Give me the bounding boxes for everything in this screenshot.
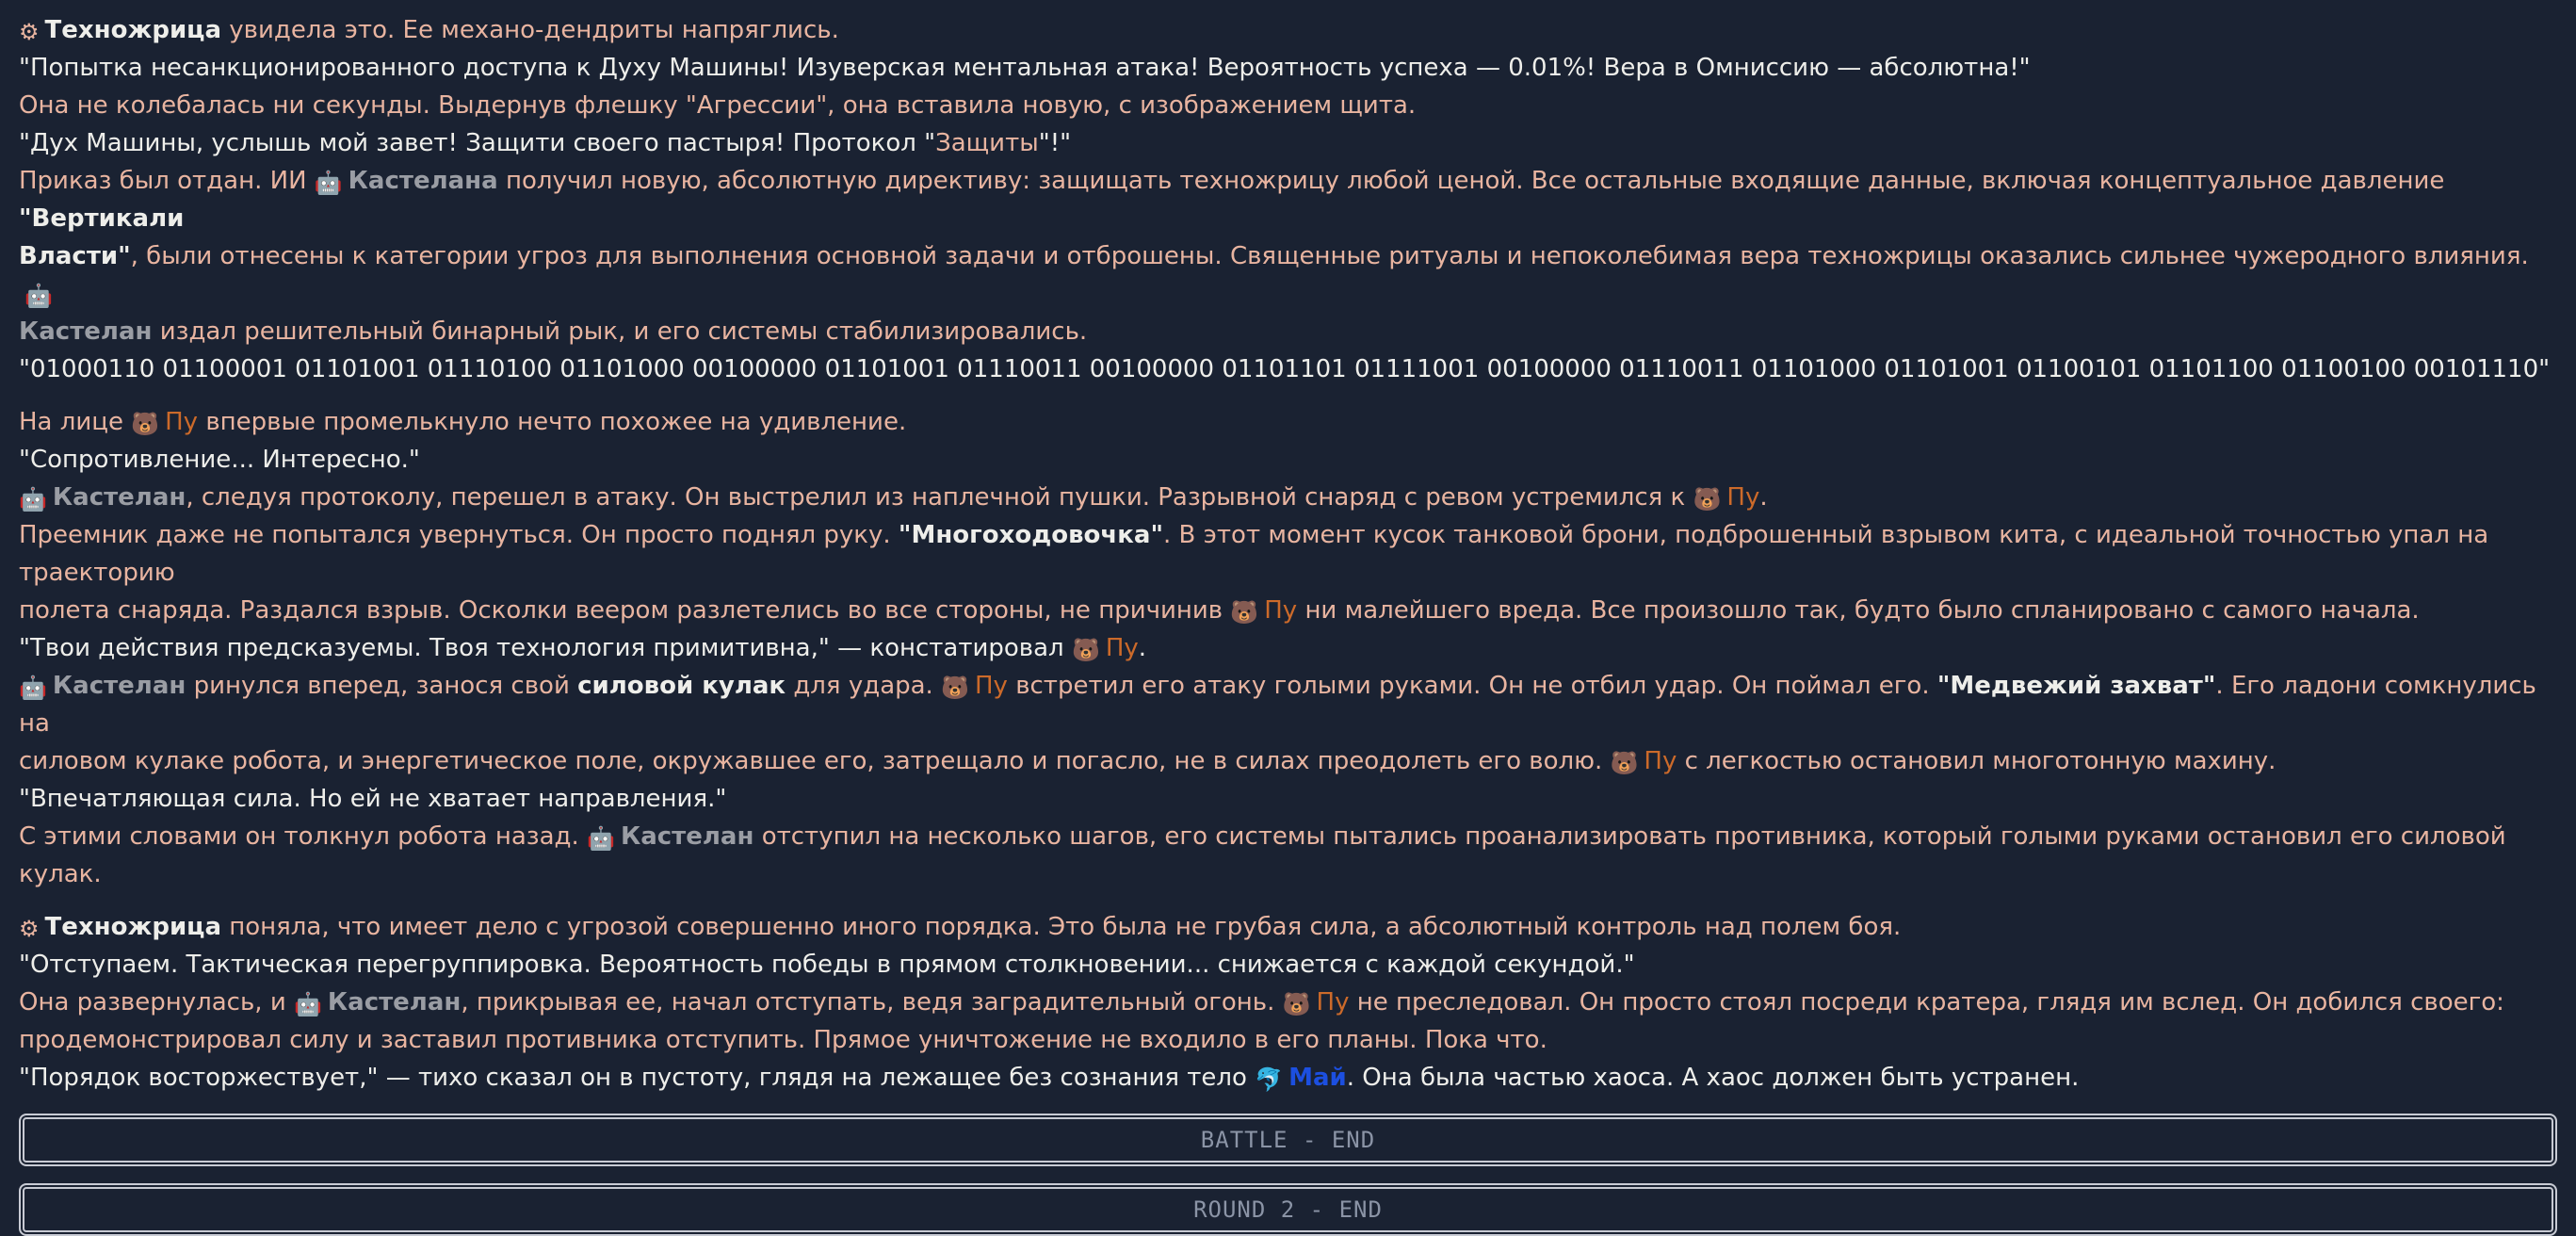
name-technopriestess: Техножрица — [44, 16, 221, 44]
narration-line — [19, 237, 2557, 313]
gear-icon: ⚙ — [19, 19, 40, 45]
name-pu: Пу — [974, 672, 1008, 700]
name-kastelan: Кастелан — [19, 317, 153, 346]
narration-text: с легкостью остановил многотонную махину. — [1684, 747, 2276, 775]
narration-line — [19, 479, 2557, 516]
binary-line: "01000110 01100001 01101001 01110100 01101000 00100000 01101001 01110011 00100000 01101101 01111001 00100000 01110011 01101000 01101001 01100101 01101100 01100100 00101110" — [19, 355, 2551, 383]
robot-icon: 🤖 — [19, 675, 47, 701]
narration-text: не преследовал. Он просто стоял посреди кратера, глядя им вслед. Он добился своего: — [1356, 988, 2504, 1016]
dolphin-icon: 🐬 — [1255, 1066, 1284, 1093]
dialogue-text: . Она была частью хаоса. А хаос должен быть устранен. — [1346, 1064, 2080, 1092]
name-pu: Пу — [1316, 988, 1350, 1016]
bear-icon: 🐻 — [131, 411, 160, 437]
narration-text: . — [1759, 483, 1768, 512]
robot-icon: 🤖 — [314, 170, 343, 196]
narration-text: для удара. — [793, 672, 933, 700]
narration-text: издал решительный бинарный рык, и его системы стабилизировались. — [159, 317, 1088, 346]
protocol-name: Защиты — [935, 129, 1039, 157]
name-pu: Пу — [1264, 596, 1298, 625]
name-mai: Май — [1288, 1064, 1347, 1092]
dialogue-line: "Попытка несанкционированного доступа к Духу Машины! Изуверская ментальная атака! Вероятность успеха — 0.01%! Вера в Омниссию — абсолютна!" — [19, 54, 2031, 82]
narration-line — [19, 403, 2557, 441]
narration-line — [19, 162, 2557, 237]
name-pu: Пу — [1644, 747, 1677, 775]
term-power-fist: силовой кулак — [577, 672, 786, 700]
robot-icon: 🤖 — [294, 991, 322, 1017]
dialogue-text: "Дух Машины, услышь мой завет! Защити своего пастыря! Протокол " — [19, 129, 936, 157]
narration-text: увидела это. Ее механо-дендриты напряглись. — [229, 16, 839, 44]
narration-text: Приказ был отдан. ИИ — [19, 167, 307, 195]
name-kastelan: Кастелан — [620, 822, 754, 851]
dialogue-line: "Сопротивление... Интересно." — [19, 446, 420, 474]
dialogue-text: "Порядок восторжествует," — тихо сказал он в пустоту, глядя на лежащее без сознания тело — [19, 1064, 1247, 1092]
dialogue-line: "Отступаем. Тактическая перегруппировка. Вероятность победы в прямом столкновении... снижается с каждой секундой." — [19, 951, 1635, 979]
dialogue-text: "Твои действия предсказуемы. Твоя технология примитивна," — констатировал — [19, 634, 1064, 662]
narration-line — [19, 11, 2557, 49]
narration-text: . Его ладони сомкнулись на — [19, 672, 2536, 738]
narration-text: С этими словами он толкнул робота назад. — [19, 822, 579, 851]
narration-line — [19, 908, 2557, 946]
name-kastelan: Кастелана — [348, 167, 498, 195]
narration-text: впервые промелькнуло нечто похожее на удивление. — [205, 408, 907, 436]
name-kastelan: Кастелан — [327, 988, 462, 1016]
narration-text: встретил его атаку голыми руками. Он не отбил удар. Он поймал его. — [1015, 672, 1930, 700]
dialogue-text: . — [1138, 634, 1147, 662]
narration-text: ни малейшего вреда. Все произошло так, будто было спланировано с самого начала. — [1304, 596, 2420, 625]
narration-line — [19, 818, 2557, 893]
name-pu: Пу — [1726, 483, 1760, 512]
narration-line — [19, 592, 2557, 629]
term-vertical-power: Власти" — [19, 242, 131, 270]
narration-text: На лице — [19, 408, 123, 436]
narration-text: силовом кулаке робота, и энергетическое поле, окружавшее его, затрещало и погасло, не в силах преодолеть его волю. — [19, 747, 1603, 775]
narration-text: полета снаряда. Раздался взрыв. Осколки веером разлетелись во все стороны, не причинив — [19, 596, 1223, 625]
name-technopriestess: Техножрица — [44, 913, 221, 941]
dialogue-line — [19, 1059, 2557, 1097]
robot-icon: 🤖 — [19, 486, 47, 512]
robot-icon: 🤖 — [587, 825, 615, 852]
term-bear-grip: "Медвежий захват" — [1936, 672, 2216, 700]
name-kastelan: Кастелан — [52, 483, 186, 512]
dialogue-line: "Впечатляющая сила. Но ей не хватает направления." — [19, 785, 727, 813]
robot-icon: 🤖 — [24, 283, 53, 309]
narration-line — [19, 984, 2557, 1021]
narration-text: ринулся вперед, занося свой — [193, 672, 570, 700]
bear-icon: 🐻 — [941, 675, 969, 701]
narration-text: , прикрывая ее, начал отступать, ведя заградительный огонь. — [461, 988, 1275, 1016]
dialogue-text: "!" — [1038, 129, 1072, 157]
name-pu: Пу — [165, 408, 199, 436]
bear-icon: 🐻 — [1071, 637, 1100, 663]
bear-icon: 🐻 — [1693, 486, 1722, 512]
narration-line: продемонстрировал силу и заставил противника отступить. Прямое уничтожение не входило в его планы. Пока что. — [19, 1026, 1547, 1054]
battle-end-label: BATTLE - END — [1200, 1127, 1376, 1153]
narration-text: отступил на несколько шагов, его системы пытались проанализировать противника, который голыми руками остановил его силовой кулак. — [19, 822, 2506, 888]
bear-icon: 🐻 — [1230, 599, 1259, 626]
gear-icon: ⚙ — [19, 916, 40, 942]
narration-text: . В этот момент кусок танковой брони, подброшенный взрывом кита, с идеальной точностью упал на траекторию — [19, 521, 2489, 587]
bear-icon: 🐻 — [1282, 991, 1311, 1017]
narration-text: получил новую, абсолютную директиву: защищать техножрицу любой ценой. Все остальные входящие данные, включая концептуальное давление — [505, 167, 2445, 195]
bear-icon: 🐻 — [1610, 750, 1639, 776]
narration-line — [19, 667, 2557, 742]
narration-text: , были отнесены к категории угроз для выполнения основной задачи и отброшены. Священные ритуалы и непоколебимая вера техножрицы оказались сильнее чужеродного влияния. — [130, 242, 2529, 270]
narration-line — [19, 516, 2557, 592]
dialogue-line — [19, 124, 2557, 162]
narration-line: Она не колебалась ни секунды. Выдернув флешку "Агрессии", она вставила новую, с изображением щита. — [19, 91, 1417, 120]
name-pu: Пу — [1105, 634, 1139, 662]
round-end-banner — [19, 1183, 2557, 1236]
name-kastelan: Кастелан — [52, 672, 186, 700]
narration-text: поняла, что имеет дело с угрозой совершенно иного порядка. Это была не грубая сила, а абсолютный контроль над полем боя. — [229, 913, 1902, 941]
narration-line — [19, 313, 2557, 350]
narration-text: Она развернулась, и — [19, 988, 286, 1016]
term-vertical-power: "Вертикали — [19, 204, 185, 233]
dialogue-line — [19, 629, 2557, 667]
term-multimove: "Многоходовочка" — [898, 521, 1163, 549]
round-end-label: ROUND 2 - END — [1193, 1196, 1383, 1223]
battle-end-banner — [19, 1114, 2557, 1166]
narration-line — [19, 742, 2557, 780]
narration-text: Преемник даже не попытался увернуться. Он просто поднял руку. — [19, 521, 891, 549]
narration-text: , следуя протоколу, перешел в атаку. Он выстрелил из наплечной пушки. Разрывной снаряд с ревом устремился к — [186, 483, 1686, 512]
